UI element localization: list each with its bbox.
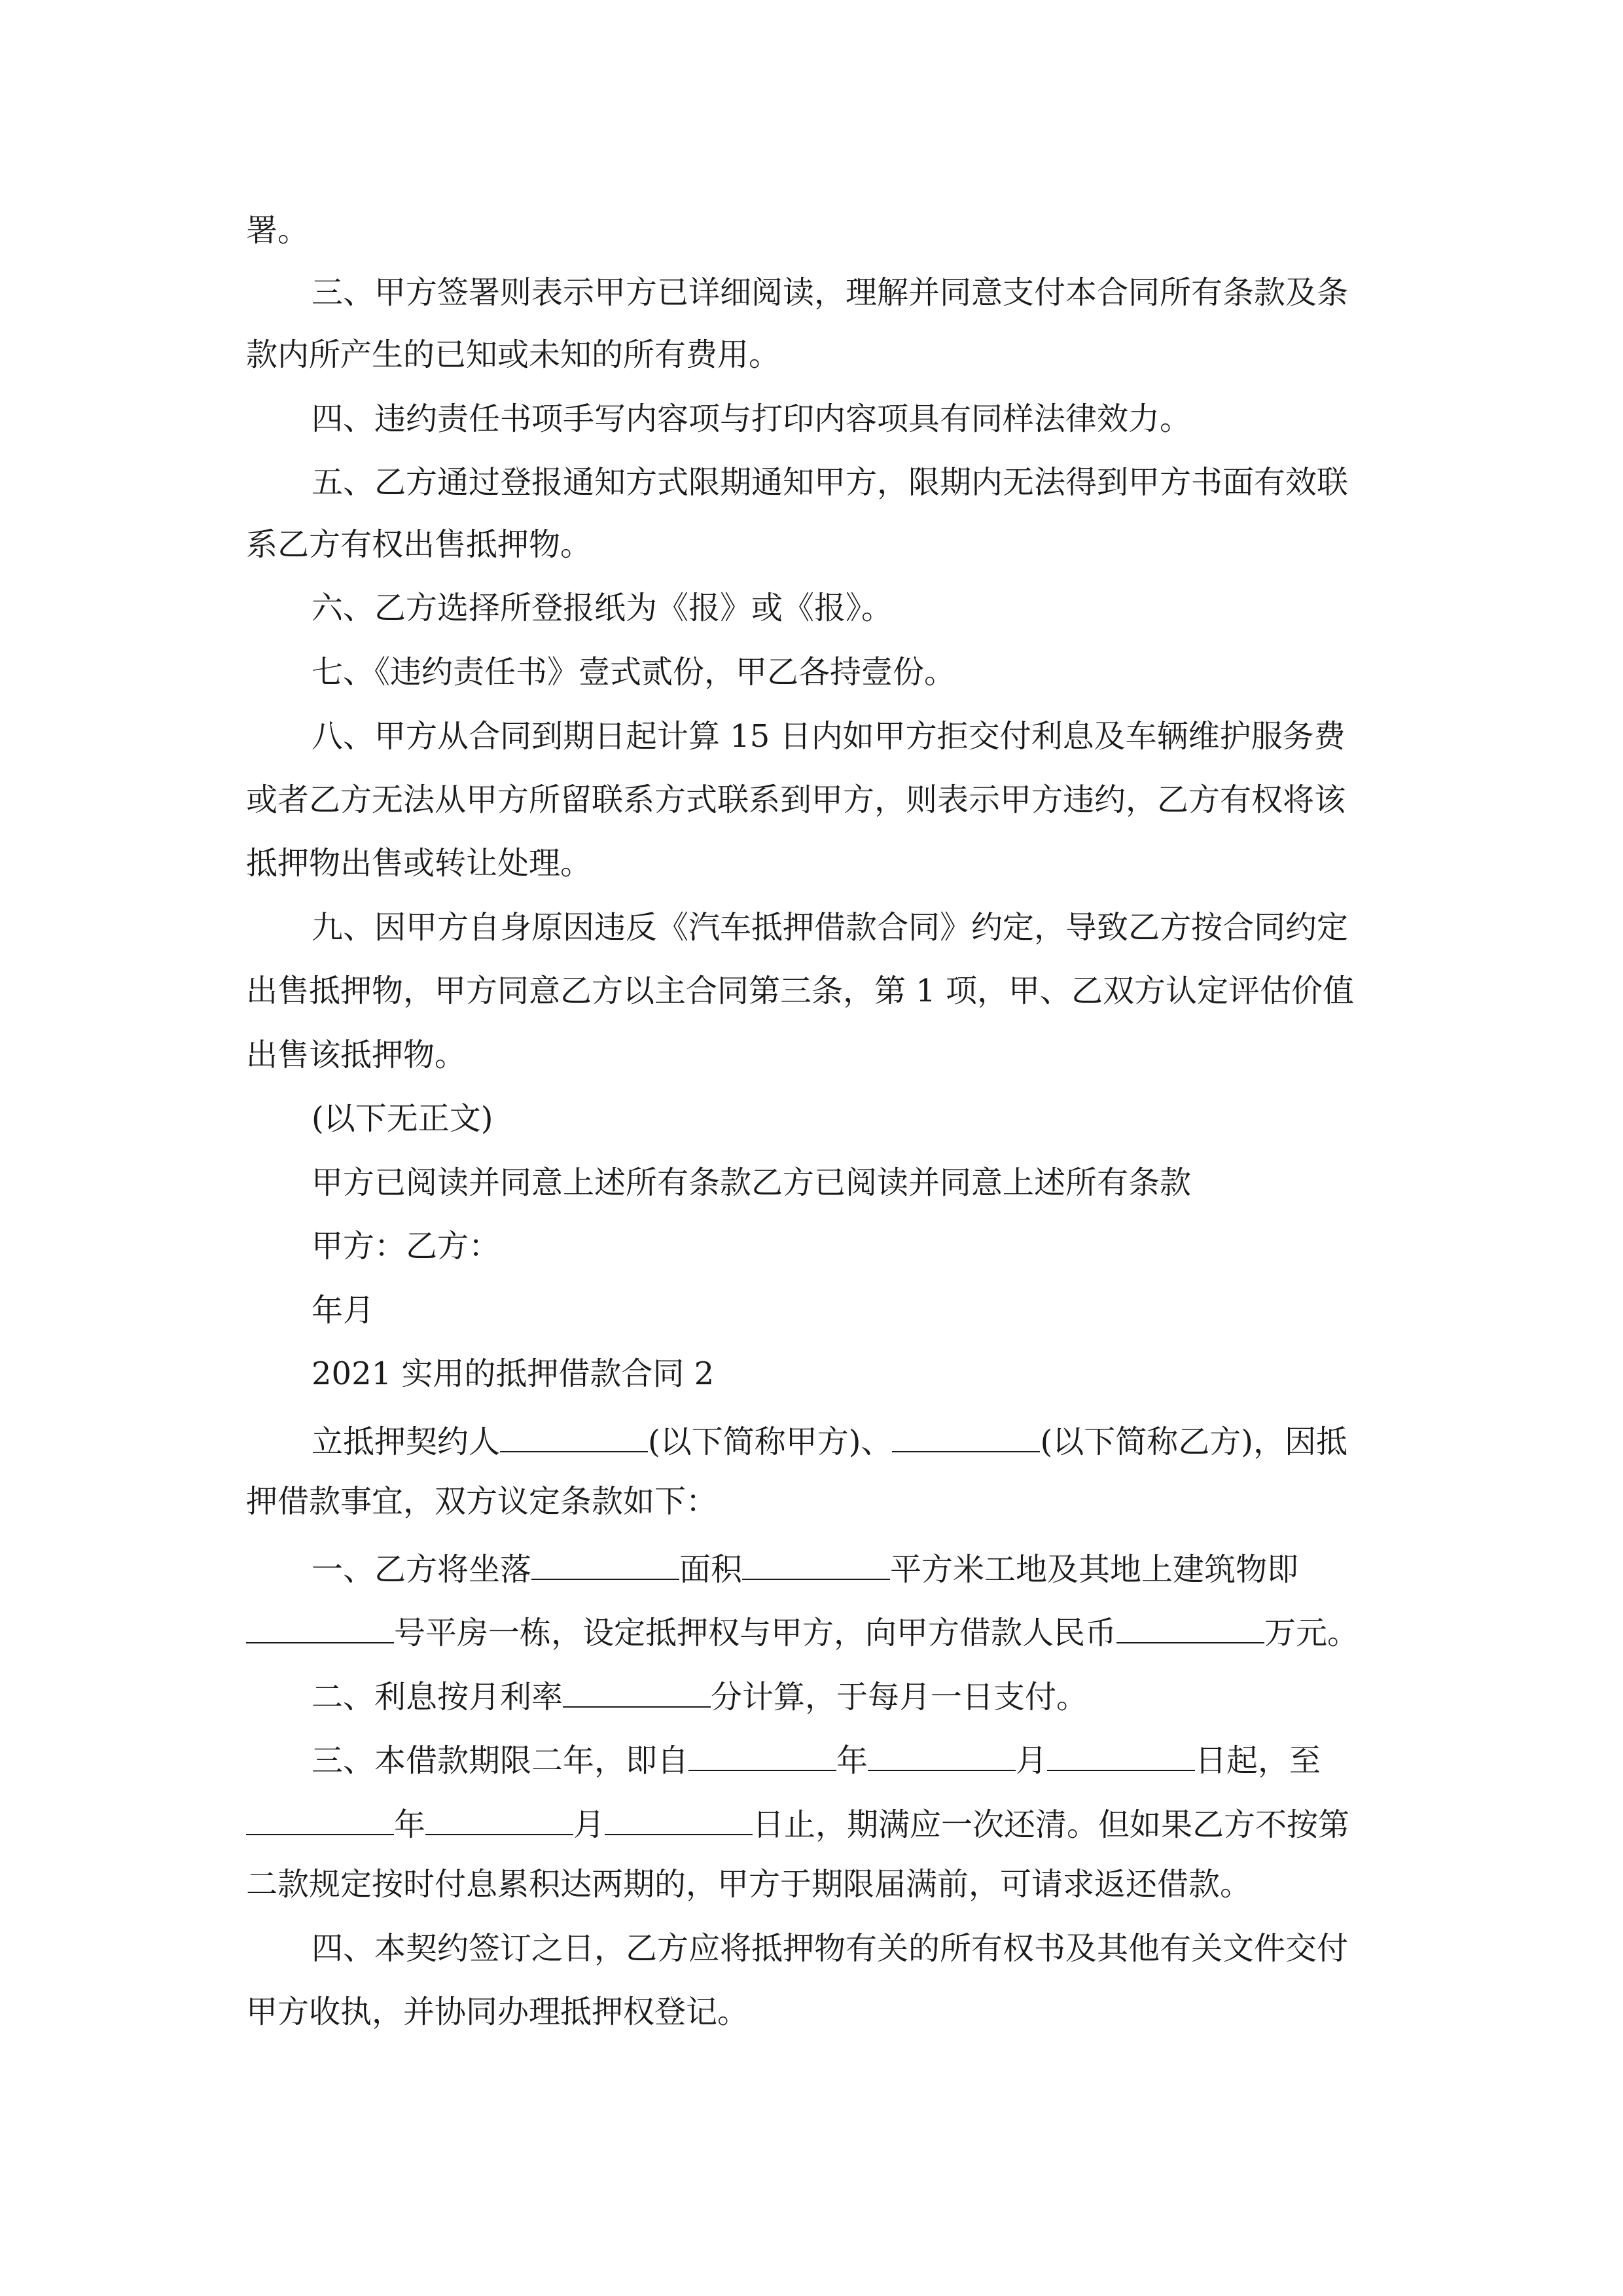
term-3-text-3: 月 <box>1016 1742 1048 1779</box>
term-1-line-2 <box>246 1608 1359 1654</box>
fill-blank-start-day <box>1047 1736 1195 1771</box>
fill-blank-end-year <box>246 1800 394 1835</box>
clause-9-line-3: 出售该抵押物。 <box>246 1037 467 1073</box>
no-more-text-note: (以下无正文) <box>312 1100 493 1137</box>
date-line: 年月 <box>312 1292 375 1329</box>
term-1-text-3: 平方米工地及其地上建筑物即 <box>890 1551 1299 1588</box>
clause-8-line-1: 八、甲方从合同到期日起计算 15 日内如甲方拒交付利息及车辆维护服务费 <box>312 718 1346 755</box>
paragraph-continuation-end: 署。 <box>246 212 310 249</box>
term-1-text-5: 万元。 <box>1264 1615 1359 1651</box>
fill-blank-house-number <box>246 1608 394 1643</box>
clause-3-line-1: 三、甲方签署则表示甲方已详细阅读，理解并同意支付本合同所有条款及条 <box>312 274 1349 311</box>
fill-blank-start-month <box>868 1736 1016 1771</box>
fill-blank-start-year <box>688 1736 836 1771</box>
fill-blank-area <box>742 1545 890 1580</box>
clause-7: 七、《违约责任书》壹式贰份，甲乙各持壹份。 <box>312 654 956 691</box>
intro-text-2: (以下简称甲方)、 <box>648 1424 893 1460</box>
term-2-text-2: 分计算，于每月一日支付。 <box>711 1679 1088 1715</box>
term-3-text-7: 日止，期满应一次还清。但如果乙方不按第 <box>753 1806 1350 1843</box>
intro-line-1 <box>312 1417 1347 1463</box>
term-1-text-2: 面积 <box>679 1551 743 1588</box>
term-3-text-5: 年 <box>394 1806 426 1843</box>
fill-blank-party-a <box>500 1417 648 1452</box>
term-1-line-1 <box>312 1545 1298 1590</box>
agreement-statement: 甲方已阅读并同意上述所有条款乙方已阅读并同意上述所有条款 <box>312 1164 1192 1201</box>
clause-9-line-2: 出售抵押物，甲方同意乙方以主合同第三条，第 1 项，甲、乙双方认定评估价值 <box>246 973 1355 1009</box>
fill-blank-party-b <box>892 1417 1040 1452</box>
fill-blank-end-month <box>425 1800 573 1835</box>
second-contract-title: 2021 实用的抵押借款合同 2 <box>312 1355 715 1392</box>
term-3-line-2 <box>246 1800 1349 1846</box>
intro-line-2: 押借款事宜，双方议定条款如下： <box>246 1483 718 1520</box>
term-3-text-6: 月 <box>573 1806 605 1843</box>
clause-6: 六、乙方选择所登报纸为《报》或《报》。 <box>312 590 893 626</box>
term-2-line <box>312 1672 1088 1718</box>
clause-8-line-3: 抵押物出售或转让处理。 <box>246 845 592 882</box>
term-3-text-4: 日起，至 <box>1195 1742 1321 1779</box>
term-3-text-2: 年 <box>836 1742 868 1779</box>
fill-blank-location <box>531 1545 679 1580</box>
clause-4: 四、违约责任书项手写内容项与打印内容项具有同样法律效力。 <box>312 401 1192 437</box>
term-1-text-1: 一、乙方将坐落 <box>312 1551 532 1588</box>
term-2-text-1: 二、利息按月利率 <box>312 1679 563 1715</box>
term-4-line-2: 甲方收执，并协同办理抵押权登记。 <box>246 1994 749 2030</box>
fill-blank-loan-amount <box>1116 1608 1264 1643</box>
clause-5-line-1: 五、乙方通过登报通知方式限期通知甲方，限期内无法得到甲方书面有效联 <box>312 464 1349 501</box>
term-4-line-1: 四、本契约签订之日，乙方应将抵押物有关的所有权书及其他有关文件交付 <box>312 1930 1349 1967</box>
term-1-text-4: 号平房一栋，设定抵押权与甲方，向甲方借款人民币 <box>394 1615 1117 1651</box>
intro-text-1: 立抵押契约人 <box>312 1424 501 1460</box>
parties-signature-line: 甲方：乙方： <box>312 1228 501 1265</box>
clause-8-line-2: 或者乙方无法从甲方所留联系方式联系到甲方，则表示甲方违约，乙方有权将该 <box>246 781 1346 818</box>
term-3-line-1 <box>312 1736 1321 1782</box>
intro-text-3: (以下简称乙方)，因抵 <box>1040 1424 1347 1460</box>
fill-blank-end-day <box>605 1800 753 1835</box>
term-3-text-1: 三、本借款期限二年，即自 <box>312 1742 689 1779</box>
fill-blank-interest-rate <box>563 1672 711 1708</box>
clause-9-line-1: 九、因甲方自身原因违反《汽车抵押借款合同》约定，导致乙方按合同约定 <box>312 909 1349 946</box>
clause-5-line-2: 系乙方有权出售抵押物。 <box>246 526 592 563</box>
term-3-line-3: 二款规定按时付息累积达两期的，甲方于期限届满前，可请求返还借款。 <box>246 1866 1252 1903</box>
clause-3-line-2: 款内所产生的已知或未知的所有费用。 <box>246 336 781 373</box>
